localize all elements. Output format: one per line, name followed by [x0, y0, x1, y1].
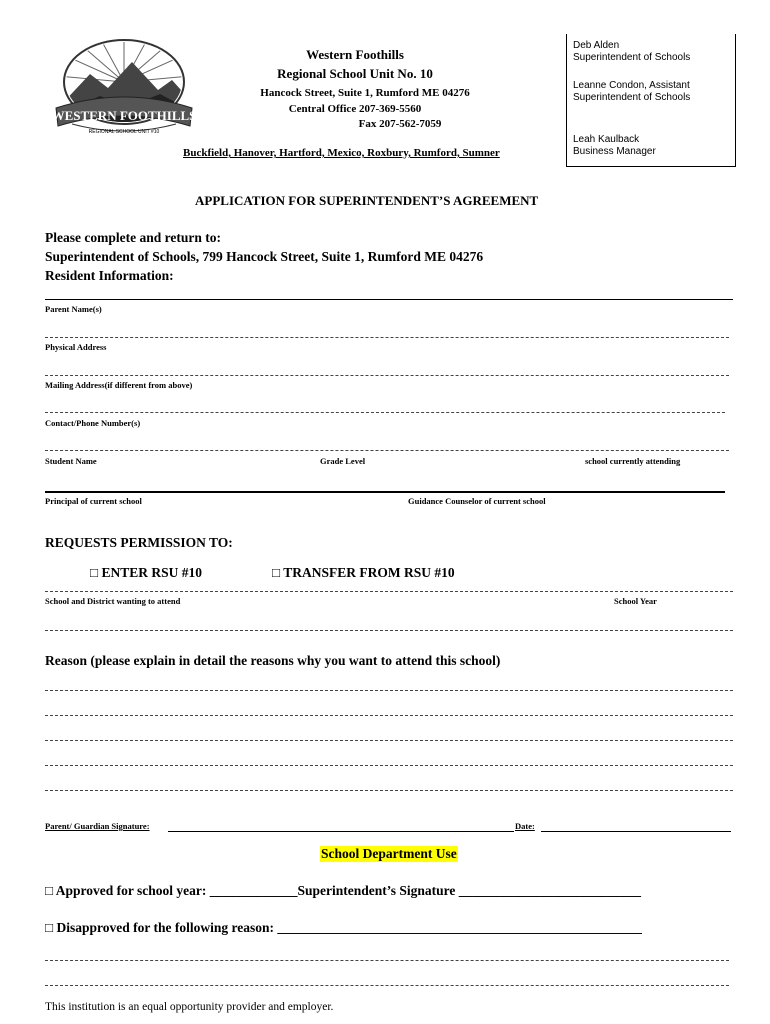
- mailing-address-label: Mailing Address(if different from above): [45, 380, 193, 390]
- form-title: APPLICATION FOR SUPERINTENDENT’S AGREEMENT: [195, 193, 539, 208]
- disapproved-reason-line-2[interactable]: [45, 985, 729, 986]
- org-name: Western Foothills: [306, 47, 404, 62]
- staff-2: Leanne Condon, Assistant Superintendent of Schools: [573, 80, 691, 103]
- school-attending-label: school currently attending: [585, 456, 681, 466]
- member-towns: Buckfield, Hanover, Hartford, Mexico, Roxbury, Rumford, Sumner: [183, 147, 500, 159]
- reason-line-3[interactable]: [45, 740, 733, 741]
- signature-label: Parent/ Guardian Signature:: [45, 821, 150, 831]
- reason-line-2[interactable]: [45, 715, 733, 716]
- physical-address-label: Physical Address: [45, 342, 107, 352]
- reason-line-4[interactable]: [45, 765, 733, 766]
- disapproved-reason-line-1[interactable]: [45, 960, 729, 961]
- date-label: Date:: [515, 821, 535, 831]
- dept-use-heading: School Department Use: [321, 846, 457, 861]
- instructions-line-2: Superintendent of Schools, 799 Hancock Street, Suite 1, Rumford ME 04276: [45, 249, 484, 264]
- date-line[interactable]: [541, 831, 731, 832]
- logo-title: WESTERN FOOTHILLS: [51, 108, 197, 123]
- guidance-label: Guidance Counselor of current school: [408, 496, 546, 506]
- school-year-line[interactable]: [45, 630, 733, 631]
- principal-guidance-line[interactable]: [45, 491, 725, 493]
- org-address: Hancock Street, Suite 1, Rumford ME 04276: [260, 87, 470, 99]
- mailing-address-line[interactable]: [45, 375, 729, 376]
- signature-line[interactable]: [168, 831, 514, 832]
- org-phone: Central Office 207-369-5560: [288, 103, 422, 115]
- transfer-rsu-checkbox[interactable]: □ TRANSFER FROM RSU #10: [272, 565, 455, 580]
- approved-line[interactable]: □ Approved for school year: _____________Superintendent’s Signature ___________________________: [45, 883, 642, 898]
- enter-rsu-checkbox[interactable]: □ ENTER RSU #10: [90, 565, 203, 580]
- grade-level-label: Grade Level: [320, 456, 366, 466]
- instructions-line-1: Please complete and return to:: [45, 230, 221, 245]
- reason-heading: Reason (please explain in detail the reasons why you want to attend this school): [45, 653, 501, 668]
- disapproved-line[interactable]: □ Disapproved for the following reason: ______________________________________________________: [45, 920, 642, 935]
- student-name-label: Student Name: [45, 456, 97, 466]
- parent-names-line[interactable]: [45, 299, 733, 300]
- logo-subtitle: REGIONAL SCHOOL UNIT #10: [88, 129, 160, 135]
- org-subname: Regional School Unit No. 10: [277, 66, 433, 81]
- parent-names-label: Parent Name(s): [45, 304, 102, 314]
- requests-heading: REQUESTS PERMISSION TO:: [45, 535, 233, 550]
- reason-line-1[interactable]: [45, 690, 733, 691]
- contact-phone-line[interactable]: [45, 412, 725, 413]
- student-info-line[interactable]: [45, 450, 729, 451]
- staff-3: Leah Kaulback Business Manager: [573, 134, 656, 157]
- school-year-label: School Year: [614, 596, 657, 606]
- org-fax: Fax 207-562-7059: [358, 118, 442, 130]
- resident-info-heading: Resident Information:: [45, 268, 174, 283]
- school-district-line[interactable]: [45, 591, 733, 592]
- contact-phone-label: Contact/Phone Number(s): [45, 418, 141, 428]
- footer-statement: This institution is an equal opportunity provider and employer.: [45, 1001, 334, 1013]
- principal-label: Principal of current school: [45, 496, 142, 506]
- physical-address-line[interactable]: [45, 337, 729, 338]
- reason-line-5[interactable]: [45, 790, 733, 791]
- district-logo: [50, 36, 198, 136]
- staff-1: Deb Alden Superintendent of Schools: [573, 40, 691, 63]
- school-district-label: School and District wanting to attend: [45, 596, 181, 606]
- staff-box: [566, 34, 736, 167]
